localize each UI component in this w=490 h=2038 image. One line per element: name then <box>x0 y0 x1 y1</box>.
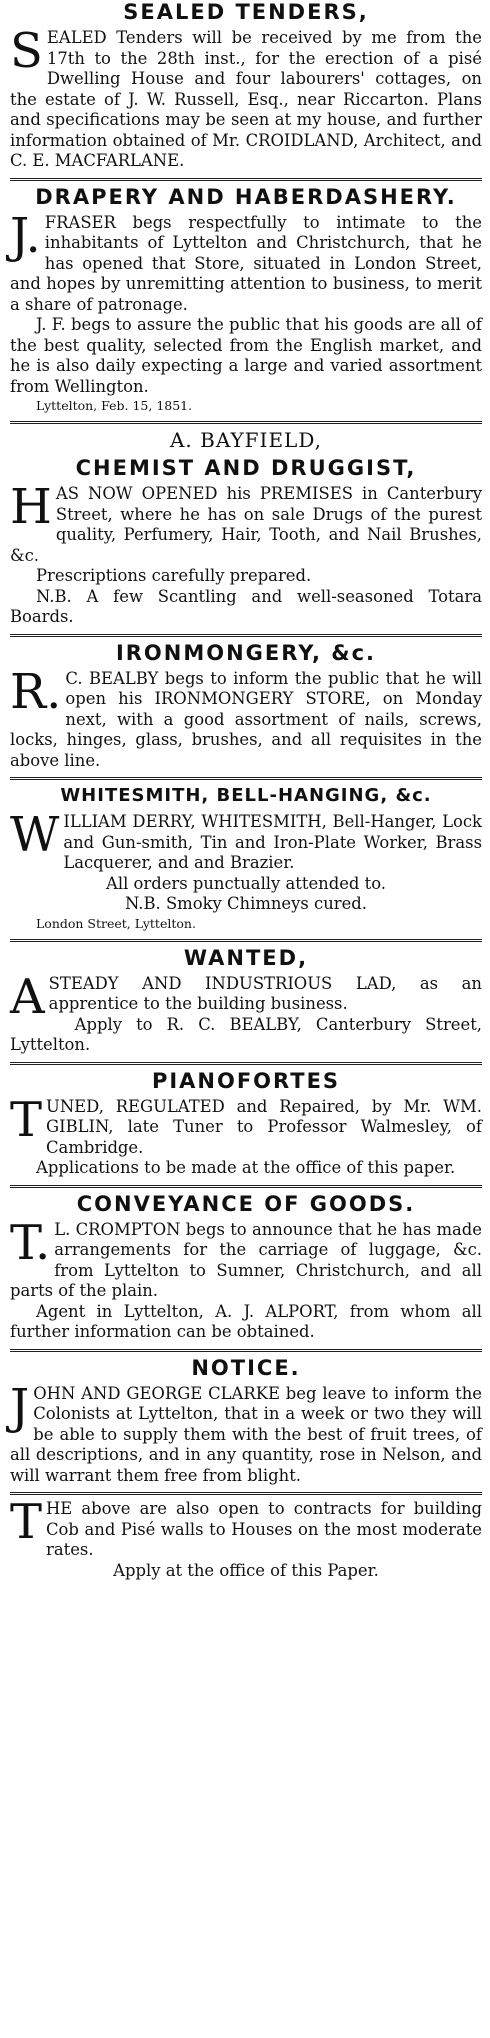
ad-body: WILLIAM DERRY, WHITESMITH, Bell-Hanger, Lock and Gun-smith, Tin and Iron-Plate Worker, Brass Lacquerer, and and Brazier. <box>10 807 482 872</box>
divider <box>10 1062 482 1065</box>
dateline: London Street, Lyttelton. <box>36 915 196 931</box>
ad-body-2: Apply to R. C. BEALBY, Canterbury Street, Lyttelton. <box>10 1014 482 1054</box>
ad-notice <box>10 1356 482 1487</box>
ad-whitesmith <box>10 784 482 933</box>
ad-body: JOHN AND GEORGE CLARKE beg leave to inform the Colonists at Lyttelton, that in a week or two they will be able to supply them with the best of fruit trees, of all descriptions, and in any quantity, rose in Nelson, and will warrant them free from blight. <box>10 1378 482 1485</box>
drop-cap: T <box>10 1494 43 1550</box>
drop-cap: W <box>10 807 60 863</box>
ad-body-2: J. F. begs to assure the public that his goods are all of the best quality, selected from the English market, and he is also daily expecting a large and varied assortment from Wellington. <box>10 315 482 396</box>
ad-conveyance <box>10 1192 482 1343</box>
ad-body: SEALED Tenders will be received by me from the 17th to the 28th inst., for the erection of a pisé Dwelling House and four labourers' cottages, on the estate of J. W. Russell, Esq., near Riccarton. Plans and specifications may be seen at my house, and further information obtained of Mr. CROIDLAND, Architect, and C. E. MACFARLANE. <box>10 23 482 170</box>
ad-title: PIANOFORTES <box>151 1068 341 1093</box>
ad-title: NOTICE. <box>191 1355 301 1380</box>
divider <box>10 777 482 780</box>
ad-sealed-tenders <box>10 0 482 172</box>
drop-cap: A <box>10 968 45 1025</box>
ad-title: SEALED TENDERS, <box>123 0 369 24</box>
ad-body-2: Applications to be made at the office of this paper. <box>36 1158 456 1177</box>
ad-body: J. FRASER begs respectfully to intimate to the inhabitants of Lyttelton and Christchurch, that he has opened that Store, situated in London Street, and hopes by unremitting attention to business, to merit a share of patronage. <box>10 207 482 314</box>
ad-title: WANTED, <box>183 945 309 970</box>
divider <box>10 178 482 181</box>
drop-cap: J <box>10 1378 30 1435</box>
ad-pianofortes <box>10 1069 482 1179</box>
drop-cap: T. <box>10 1214 51 1271</box>
ad-cob-walls <box>10 1494 482 1581</box>
drop-cap: S <box>10 23 43 79</box>
ad-title: DRAPERY AND HABERDASHERY. <box>35 184 457 209</box>
divider <box>10 939 482 942</box>
ad-body: HAS NOW OPENED his PREMISES in Canterbury Street, where he has on sale Drugs of the purest quality, Perfumery, Hair, Tooth, and Nail Brushes, &c. <box>10 479 482 565</box>
dateline: Lyttelton, Feb. 15, 1851. <box>36 398 193 413</box>
ad-body-3: N.B. Smoky Chimneys cured. <box>124 894 367 913</box>
ad-body-3: N.B. A few Scantling and well-seasoned Totara Boards. <box>10 586 482 626</box>
drop-cap: H <box>10 479 52 535</box>
ad-body: ASTEADY AND INDUSTRIOUS LAD, as an apprentice to the building business. <box>10 968 482 1025</box>
ad-body-2: Agent in Lyttelton, A. J. ALPORT, from whom all further information can be obtained. <box>10 1301 482 1341</box>
ad-body-2: Apply at the office of this Paper. <box>113 1560 379 1580</box>
divider <box>10 1492 482 1495</box>
divider <box>10 421 482 424</box>
ad-ironmongery <box>10 641 482 772</box>
divider <box>10 634 482 637</box>
ad-body-2: Prescriptions carefully prepared. <box>36 566 312 585</box>
divider <box>10 1349 482 1352</box>
ad-body: R. C. BEALBY begs to inform the public that he will open his IRONMONGERY STORE, on Monday next, with a good assortment of nails, screws, locks, hinges, glass, brushes, and all requisites in the above line. <box>10 663 482 770</box>
drop-cap: J. <box>10 207 41 264</box>
ad-body: TUNED, REGULATED and Repaired, by Mr. WM. GIBLIN, late Tuner to Professor Walmesley, of Cambridge. <box>10 1091 482 1157</box>
ad-drapery <box>10 185 482 416</box>
ad-title: WHITESMITH, BELL-HANGING, &c. <box>60 785 432 806</box>
ad-body-2: All orders punctually attended to. <box>105 873 386 893</box>
ad-title: CONVEYANCE OF GOODS. <box>76 1191 416 1216</box>
drop-cap: T <box>10 1091 43 1148</box>
ad-title: IRONMONGERY, &c. <box>115 640 377 665</box>
ad-wanted <box>10 946 482 1056</box>
ad-body: THE above are also open to contracts for building Cob and Pisé walls to Houses on the most moderate rates. <box>10 1494 482 1559</box>
drop-cap: R. <box>10 663 62 720</box>
ad-name: A. BAYFIELD, <box>169 428 323 452</box>
ad-title: CHEMIST AND DRUGGIST, <box>75 456 417 480</box>
divider <box>10 1185 482 1188</box>
ad-body: T. L. CROMPTON begs to announce that he has made arrangements for the carriage of luggage, &c. from Lyttelton to Sumner, Christchurch, and all parts of the plain. <box>10 1214 482 1300</box>
ad-chemist <box>10 428 482 628</box>
